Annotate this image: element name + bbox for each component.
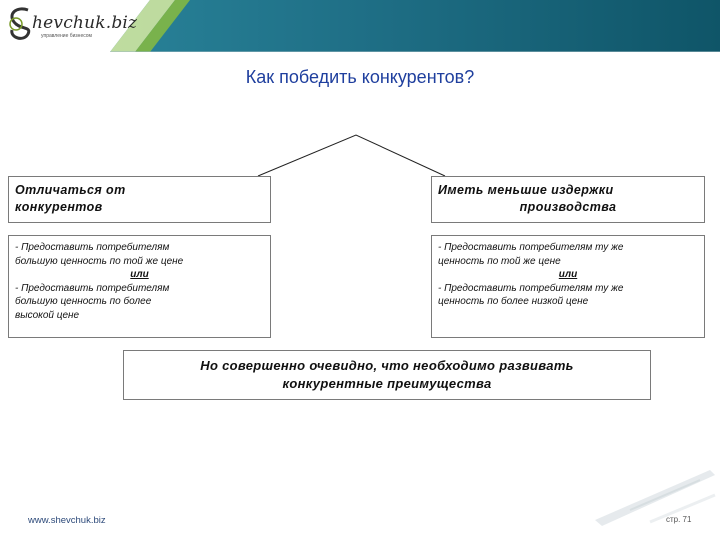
conclusion-line-2: конкурентные преимущества <box>282 376 492 391</box>
left-description-box <box>8 235 271 338</box>
right-desc-line-3: - Предоставить потребителям ту же <box>438 282 624 294</box>
left-desc-line-1: - Предоставить потребителям <box>15 242 170 253</box>
logo-tagline: управление бизнесом <box>41 33 92 39</box>
right-desc-line-2: ценность по той же цене <box>438 255 561 267</box>
logo[interactable] <box>6 4 138 44</box>
right-heading-box <box>431 176 705 223</box>
left-desc-line-3: - Предоставить потребителям <box>15 282 170 294</box>
slide-title: Как победить конкурентов? <box>245 67 475 87</box>
header-band <box>0 0 720 52</box>
right-desc-line-4: ценность по более низкой цене <box>438 296 589 308</box>
left-heading-line-1: Отличаться от <box>15 183 126 197</box>
left-desc-or: или <box>130 269 149 281</box>
right-description-box <box>431 235 705 338</box>
pen-watermark-icon <box>590 460 720 530</box>
left-desc-line-4: большую ценность по более <box>15 296 152 308</box>
left-heading-line-2: конкурентов <box>15 200 103 214</box>
page-number: стр. 71 <box>666 515 692 524</box>
left-desc-line-5: высокой цене <box>15 309 80 321</box>
logo-wordmark: hevchuk.biz <box>32 13 138 33</box>
right-desc-or: или <box>558 269 578 281</box>
right-desc-line-1: - Предоставить потребителям ту же <box>438 242 624 253</box>
left-desc-line-2: большую ценность по той же цене <box>15 255 184 267</box>
footer-url[interactable]: www.shevchuk.biz <box>28 515 106 526</box>
left-heading-box <box>8 176 271 223</box>
right-heading-line-1: Иметь меньшие издержки <box>438 183 614 197</box>
conclusion-line-1: Но совершенно очевидно, что необходимо развивать <box>200 358 574 373</box>
conclusion-box <box>123 350 651 400</box>
right-heading-line-2: производства <box>519 200 617 214</box>
